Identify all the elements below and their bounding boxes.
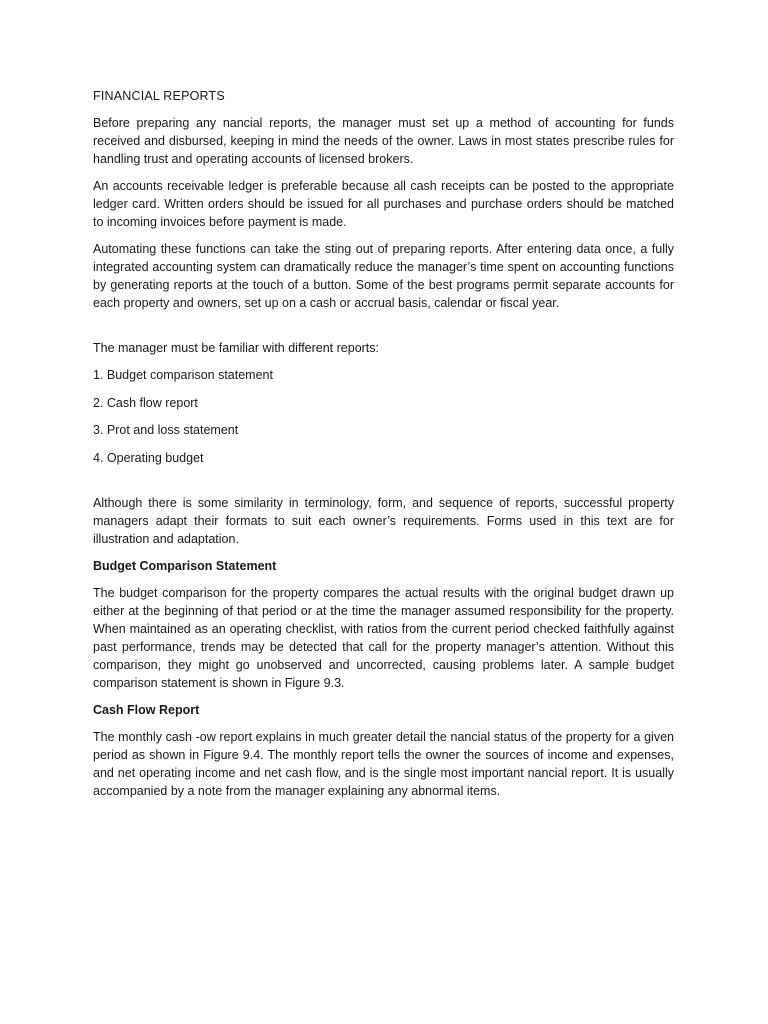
reports-list-item: 2. Cash flow report — [93, 395, 198, 410]
reports-intro: The manager must be familiar with different reports: — [93, 341, 380, 355]
section-body-budget-comparison: The budget comparison for the property compares the actual results with the original budget drawn up either at the beginning of that period or at the time the manager assumed responsibility for the property. When maintained as an operating checklist, with ratios from the current period checked faithfully against past performance, trends may be detected that call for the property manager’s attention. Without this comparison, they might go unobserved and uncorrected, causing problems later. A sample budget comparison statement is shown in Figure 9.3. — [93, 586, 674, 690]
document-page — [93, 87, 674, 809]
intro-paragraph-automation: Automating these functions can take the sting out of preparing reports. After entering data once, a fully integrated accounting system can dramatically reduce the manager’s time spent on accounting functions by generating reports at the touch of a button. Some of the best programs permit separate accounts for each property and owners, set up on a cash or accrual basis, calendar or fiscal year. — [93, 242, 674, 310]
document-title: FINANCIAL REPORTS — [93, 89, 225, 103]
reports-list — [93, 366, 674, 467]
intro-paragraph-receivable-ledger: An accounts receivable ledger is preferable because all cash receipts can be posted to the appropriate ledger card. Written orders should be issued for all purchases and purchase orders should be matched to incoming invoices before payment is made. — [93, 179, 674, 229]
reports-list-item: 3. Prot and loss statement — [93, 423, 239, 437]
spacer — [93, 476, 674, 494]
section-heading-cash-flow: Cash Flow Report — [93, 703, 200, 717]
section-heading-budget-comparison: Budget Comparison Statement — [93, 559, 277, 573]
section-body-cash-flow: The monthly cash -ow report explains in much greater detail the nancial status of the property for a given period as shown in Figure 9.4. The monthly report tells the owner the sources of income and expenses, and net operating income and net cash flow, and is the single most important nancial report. It is usually accompanied by a note from the manager explaining any abnormal items. — [93, 730, 674, 798]
similarity-paragraph: Although there is some similarity in terminology, form, and sequence of reports, successful property managers adapt their formats to suit each owner’s requirements. Forms used in this text are for illustration and adaptation. — [93, 496, 674, 546]
reports-list-item: 1. Budget comparison statement — [93, 368, 273, 382]
spacer — [93, 321, 674, 339]
intro-paragraph-accounting-method: Before preparing any nancial reports, the manager must set up a method of accounting for funds received and disbursed, keeping in mind the needs of the owner. Laws in most states prescribe rules for handling trust and operating accounts of licensed brokers. — [93, 116, 674, 166]
reports-list-item: 4. Operating budget — [93, 450, 204, 465]
